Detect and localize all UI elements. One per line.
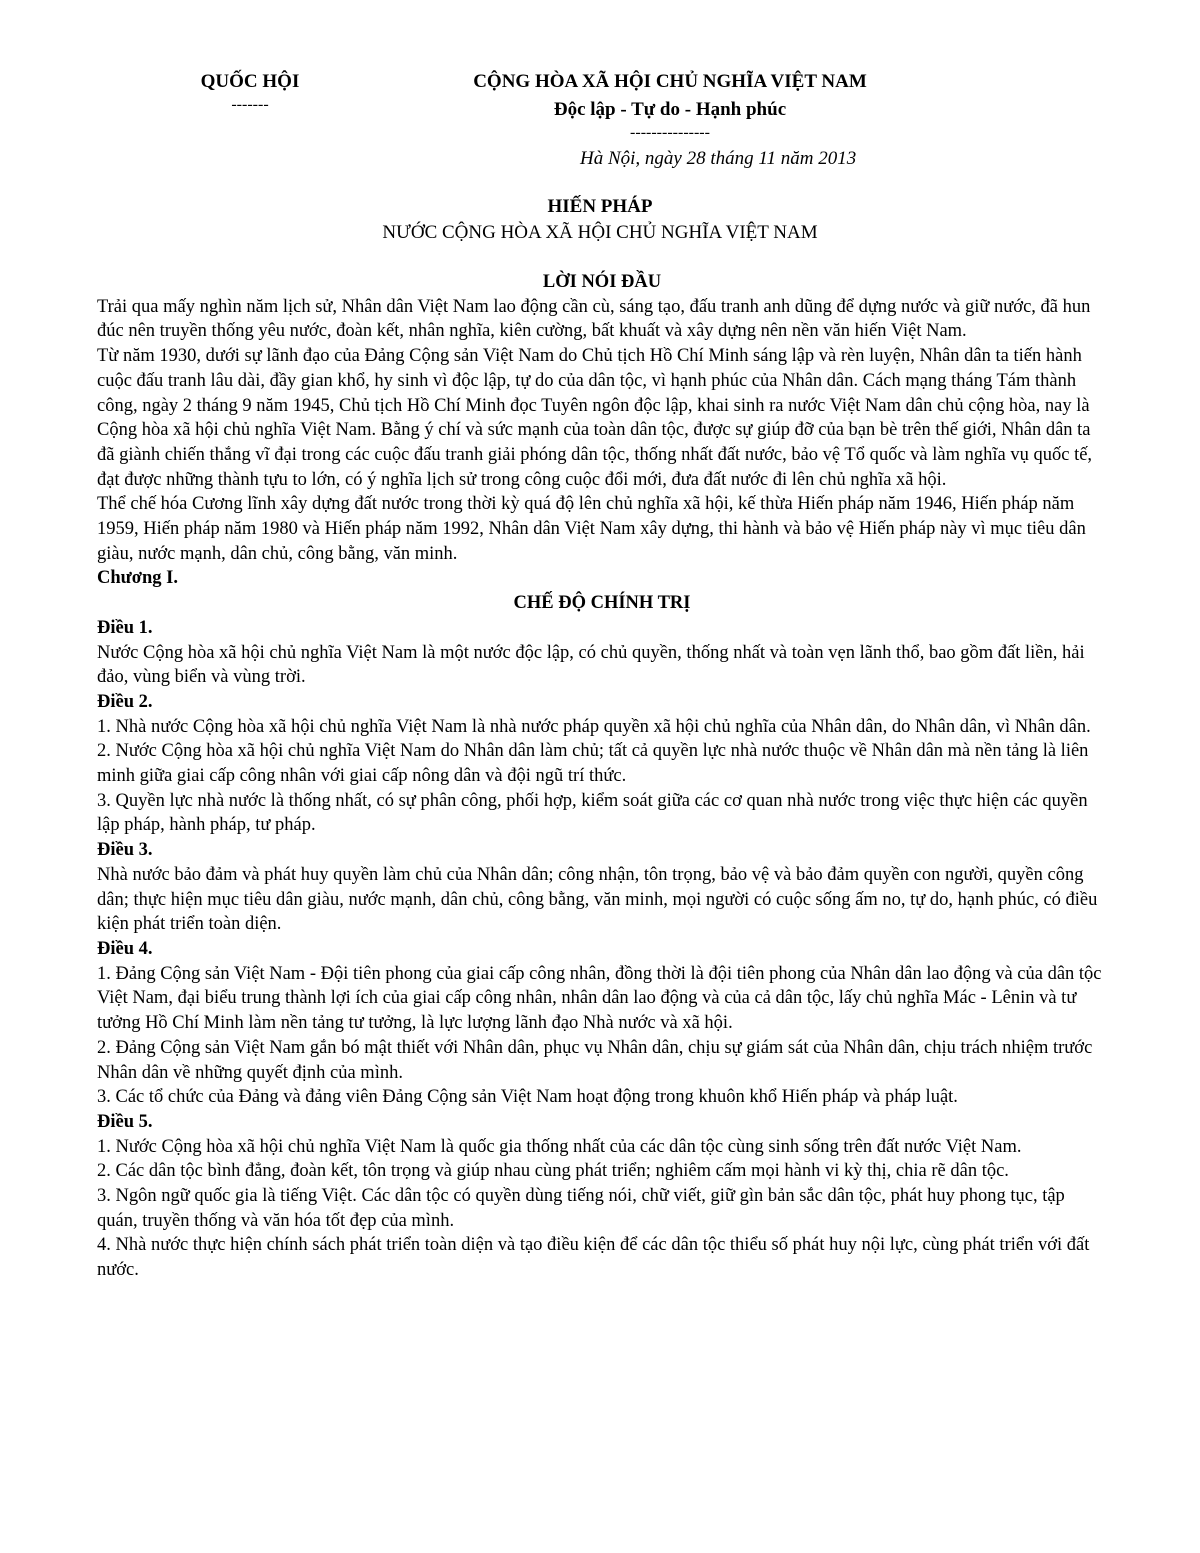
issuing-body-separator: ------- [231,96,269,113]
article-paragraph: 1. Nước Cộng hòa xã hội chủ nghĩa Việt Nam là quốc gia thống nhất của các dân tộc cùng sinh sống trên đất nước Việt Nam. [97,1136,1022,1157]
article-paragraph: 2. Các dân tộc bình đẳng, đoàn kết, tôn trọng và giúp nhau cùng phát triển; nghiêm cấm mọi hành vi kỳ thị, chia rẽ dân tộc. [97,1161,1009,1182]
article-label: Điều 3. [97,840,153,861]
document-header [0,68,1200,178]
article-paragraph: 3. Ngôn ngữ quốc gia là tiếng Việt. Các dân tộc có quyền dùng tiếng nói, chữ viết, giữ gìn bản sắc dân tộc, phát huy phong tục, tập quán, truyền thống và văn hóa tốt đẹp của mình. [97,1186,1065,1231]
article-paragraph: 1. Nhà nước Cộng hòa xã hội chủ nghĩa Việt Nam là nhà nước pháp quyền xã hội chủ nghĩa của Nhân dân, do Nhân dân, vì Nhân dân. [97,716,1091,737]
article-paragraph: 2. Đảng Cộng sản Việt Nam gắn bó mật thiết với Nhân dân, phục vụ Nhân dân, chịu sự giám sát của Nhân dân, chịu trách nhiệm trước Nhân dân về những quyết định của mình. [97,1037,1093,1083]
article-paragraph: 2. Nước Cộng hòa xã hội chủ nghĩa Việt Nam do Nhân dân làm chủ; tất cả quyền lực nhà nước thuộc về Nhân dân mà nền tảng là liên minh giữa giai cấp công nhân với giai cấp nông dân và đội ngũ trí thức. [97,741,1089,787]
article-paragraph: Nhà nước bảo đảm và phát huy quyền làm chủ của Nhân dân; công nhận, tôn trọng, bảo vệ và bảo đảm quyền con người, quyền công dân; thực hiện mục tiêu dân giàu, nước mạnh, dân chủ, công bằng, văn minh, mọi người có cuộc sống ấm no, tự do, hạnh phúc, có điều kiện phát triển toàn diện. [97,864,1098,935]
document-title: HIẾN PHÁP [547,196,653,217]
article-label: Điều 1. [97,617,153,638]
document-body [97,270,1107,1283]
chapter-label: Chương I. [97,568,178,589]
article-label: Điều 2. [97,691,153,712]
preamble-heading: LỜI NÓI ĐẦU [542,272,662,292]
article-paragraph: 3. Quyền lực nhà nước là thống nhất, có sự phân công, phối hợp, kiểm soát giữa các cơ quan nhà nước trong việc thực hiện các quyền lập pháp, hành pháp, tư pháp. [97,790,1088,836]
article-label: Điều 4. [97,938,153,959]
issuing-body-block [150,68,350,114]
national-motto: Độc lập - Tự do - Hạnh phúc [553,99,787,120]
preamble-paragraph: Từ năm 1930, dưới sự lãnh đạo của Đảng Cộng sản Việt Nam do Chủ tịch Hồ Chí Minh sáng lập và rèn luyện, Nhân dân ta tiến hành cuộc đấu tranh lâu dài, đầy gian khổ, hy sinh vì độc lập, tự do của dân tộc, vì hạnh phúc của Nhân dân. Cách mạng tháng Tám thành công, ngày 2 tháng 9 năm 1945, Chủ tịch Hồ Chí Minh đọc Tuyên ngôn độc lập, khai sinh ra nước Việt Nam dân chủ cộng hòa, nay là Cộng hòa xã hội chủ nghĩa Việt Nam. Bằng ý chí và sức mạnh của toàn dân tộc, được sự giúp đỡ của bạn bè trên thế giới, Nhân dân ta đã giành chiến thắng vĩ đại trong các cuộc đấu tranh giải phóng dân tộc, thống nhất đất nước, bảo vệ Tổ quốc và làm nghĩa vụ quốc tế, đạt được những thành tựu to lớn, có ý nghĩa lịch sử trong công cuộc đổi mới, đưa đất nước đi lên chủ nghĩa xã hội. [97,346,1093,490]
article-paragraph: 4. Nhà nước thực hiện chính sách phát triển toàn diện và tạo điều kiện để các dân tộc thiểu số phát huy nội lực, cùng phát triển với đất nước. [97,1235,1090,1281]
article-label: Điều 5. [97,1111,153,1132]
nation-name: CỘNG HÒA XÃ HỘI CHỦ NGHĨA VIỆT NAM [473,71,867,92]
date-place: Hà Nội, ngày 28 tháng 11 năm 2013 [580,148,857,169]
issuing-body: QUỐC HỘI [200,71,300,92]
preamble-paragraph: Trải qua mấy nghìn năm lịch sử, Nhân dân Việt Nam lao động cần cù, sáng tạo, đấu tranh anh dũng để dựng nước và giữ nước, đã hun đúc nên truyền thống yêu nước, đoàn kết, nhân nghĩa, kiên cường, bất khuất và xây dựng nên nền văn hiến Việt Nam. [97,296,1091,342]
article-paragraph: 1. Đảng Cộng sản Việt Nam - Đội tiên phong của giai cấp công nhân, đồng thời là đội tiên phong của Nhân dân lao động và của dân tộc Việt Nam, đại biểu trung thành lợi ích của giai cấp công nhân, nhân dân lao động và của cả dân tộc, lấy chủ nghĩa Mác - Lênin và tư tưởng Hồ Chí Minh làm nền tảng tư tưởng, là lực lượng lãnh đạo Nhà nước và xã hội. [97,963,1102,1034]
document-titles [0,194,1200,246]
article-paragraph: 3. Các tổ chức của Đảng và đảng viên Đảng Cộng sản Việt Nam hoạt động trong khuôn khổ Hiến pháp và pháp luật. [97,1087,958,1108]
motto-separator: --------------- [630,124,710,141]
preamble-paragraph: Thể chế hóa Cương lĩnh xây dựng đất nước trong thời kỳ quá độ lên chủ nghĩa xã hội, kế thừa Hiến pháp năm 1946, Hiến pháp năm 1959, Hiến pháp năm 1980 và Hiến pháp năm 1992, Nhân dân Việt Nam xây dựng, thi hành và bảo vệ Hiến pháp này vì mục tiêu dân giàu, nước mạnh, dân chủ, công bằng, văn minh. [97,494,1086,564]
article-paragraph: Nước Cộng hòa xã hội chủ nghĩa Việt Nam là một nước độc lập, có chủ quyền, thống nhất và toàn vẹn lãnh thổ, bao gồm đất liền, hải đảo, vùng biển và vùng trời. [97,642,1085,688]
document-subtitle: NƯỚC CỘNG HÒA XÃ HỘI CHỦ NGHĨA VIỆT NAM [382,222,818,243]
chapter-title: CHẾ ĐỘ CHÍNH TRỊ [513,593,691,614]
national-title-block [430,68,910,142]
